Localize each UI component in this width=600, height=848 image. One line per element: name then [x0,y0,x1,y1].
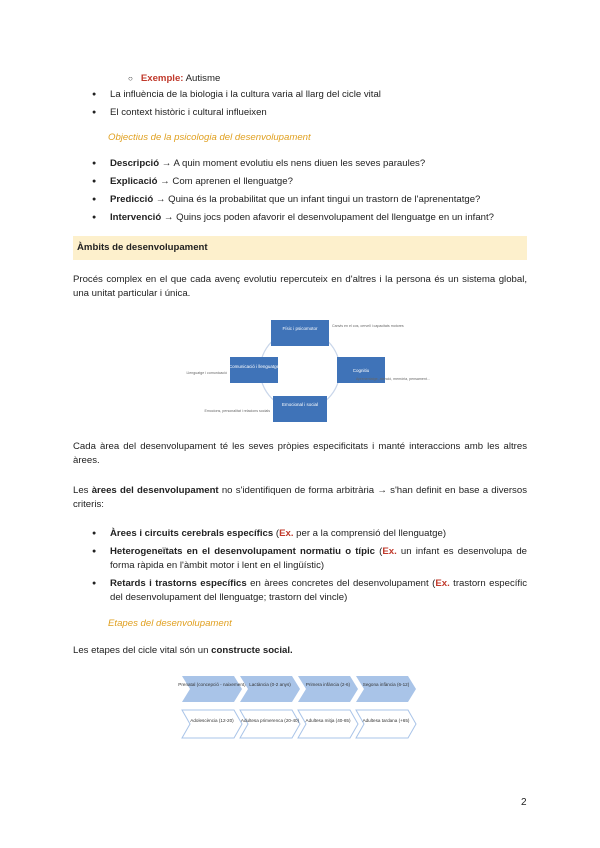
objectives-list [92,157,552,229]
objective-text: → Com aprenen el llenguatge? [157,175,293,187]
list-item [92,175,552,189]
stage-label: Primera infància (2-6) [305,682,351,687]
stage-label: Lactància (0-2 anys) [249,682,291,687]
stages-row-1 [178,676,416,702]
para3-bold: àrees del desenvolupament [91,485,219,496]
objective-text: → Quins jocs poden afavorir el desenvolupament del llenguatge en un infant? [161,211,494,223]
node-cognitive-label: Cognitiu [352,368,370,373]
list-item [92,157,552,171]
objective-text: → Quina és la probabilitat que un infant tingui un trastorn de l'aprenentatge? [153,193,481,205]
node-emotional-label: Emocional i social [281,402,319,407]
section-title: Àmbits de desenvolupament [77,242,208,253]
paragraph-areas: Cada àrea del desenvolupament té les seves pròpies especificitats i manté interaccions amb les altres àrees. [73,441,527,466]
para3-text-a: Les [73,485,92,496]
example-label: Exemple: [140,73,184,84]
objective-text: → A quin moment evolutiu els nens diuen les seves paraules? [159,158,426,169]
intro-bullet-list [92,88,532,124]
list-item: ● Àrees i circuits cerebrals específics (Ex. per a la comprensió del llenguatge) [92,527,527,541]
stage-chevron [240,676,300,702]
criteria-bold: Heterogeneïtats en el desenvolupament normatiu o típic [110,545,375,557]
stage-chevron [356,676,416,702]
stage-label: Adultesa primerenca (20-40) [240,718,300,723]
note-emotional: Emocions, personalitat i relacions socials [204,409,270,413]
example-label: Ex. [435,577,450,589]
list-item [92,211,552,225]
list-item: ● El context històric i cultural influeixen [92,106,532,120]
stage-chevron [182,710,242,738]
stages-paragraph [73,644,527,658]
list-item: ● La influència de la biologia i la cultura varia al llarg del cicle vital [92,88,532,102]
note-cognitive: Aprenentatge, atenció, memòria, pensament... [356,377,430,381]
stage-chevron [298,710,358,738]
list-item: ● Heterogeneïtats en el desenvolupament normatiu o típic (Ex. un infant es desenvolupa de forma ràpida en l'àmbit motor i lent en el lingüístic) [92,545,527,573]
example-sub-bullet [128,72,220,86]
stage-label: Adultesa tardana (+65) [362,718,410,723]
stage-label: Adolescència (12-20) [190,718,234,723]
stage-label: Prenatal (concepció - naixement) [178,682,246,687]
example-text: Autisme [183,73,221,84]
stage-label: Segona infància (6-12) [362,682,410,687]
paragraph-intro: Procés complex en el que cada avenç evolutiu repercuteix en d'altres i la persona és un sistema global, una unitat particular i única. [73,274,527,299]
node-physical-label: Físic i psicomotor [282,326,318,331]
note-communication: Llenguatge i comunicació [186,371,227,375]
note-physical: Canvis en el cos, cervell i capacitats motores [332,324,404,328]
stages-text: Les etapes del cicle vital són un [73,645,212,656]
stages-heading: Etapes del desenvolupament [108,618,232,629]
stage-chevron [298,676,358,702]
stage-chevron [182,676,242,702]
objective-term: Predicció [110,193,154,205]
paragraph-criteria [73,484,527,512]
criteria-rest: trastorn específic del desenvolupament del llenguatge; trastorn del vincle) [110,577,527,603]
circle-bullet-icon: ○ [128,74,133,83]
stage-label: Adultesa mitja (40-65) [305,718,351,723]
node-communication-label: Comunicació i llenguatge [228,364,280,369]
stages-row-2 [182,710,416,738]
criteria-rest: per a la comprensió del llenguatge) [293,528,447,539]
objectives-heading: Objectius de la psicologia del desenvolupament [108,132,311,143]
example-label: Ex. [382,545,397,557]
stage-chevron [356,710,416,738]
stages-bold: constructe social. [211,645,293,656]
life-stages-diagram [180,674,420,742]
criteria-rest: un infant es desenvolupa de forma ràpida en l'àmbit motor i lent en el lingüístic) [110,545,527,571]
criteria-bold: Retards i trastorns específics [110,577,247,589]
section-title-bar [73,236,527,260]
objective-term: Descripció [110,158,160,169]
development-cycle-diagram [186,316,430,424]
criteria-mid: en àrees concretes del desenvolupament [246,577,433,589]
criteria-list [92,527,527,609]
node-physical [271,320,329,346]
stage-chevron [240,710,300,738]
criteria-bold: Àrees i circuits cerebrals específics [110,528,274,539]
objective-term: Explicació [110,175,158,187]
example-label: Ex. [279,528,294,539]
node-emotional [273,396,327,422]
para3-text-b: no s'identifiquen de forma arbitrària → s'han definit en base a diversos criteris: [73,485,527,510]
list-item: ● Retards i trastorns específics en àrees concretes del desenvolupament (Ex. trastorn específic del desenvolupament del llenguatge; trastorn del vincle) [92,577,527,605]
objective-term: Intervenció [110,211,162,223]
node-communication [230,357,278,383]
list-item [92,193,552,207]
page-number: 2 [521,797,527,808]
